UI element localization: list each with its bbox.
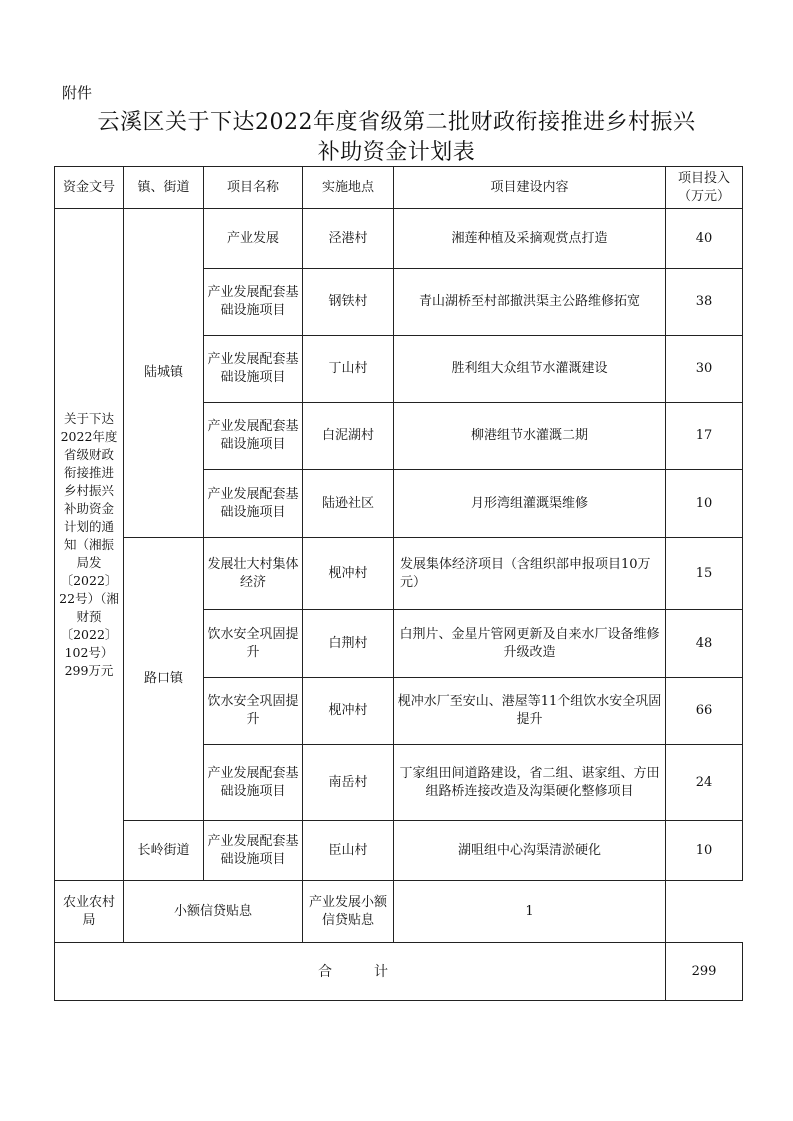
fund-plan-table: [54, 166, 743, 1001]
table-row: [55, 209, 743, 269]
column-header: 项目投入（万元）: [666, 167, 743, 209]
unit-cell: 农业农村局: [55, 881, 124, 943]
content-cell: 枧冲水厂至安山、港屋等11个组饮水安全巩固提升: [394, 678, 666, 745]
fund-document-cell: 关于下达2022年度省级财政衔接推进乡村振兴补助资金计划的通知（湘振局发〔2022〕22号）（湘财预〔2022〕102号）299万元: [55, 209, 124, 881]
project-name-cell: 饮水安全巩固提升: [204, 610, 303, 678]
project-name-cell: 产业发展配套基础设施项目: [204, 403, 303, 470]
amount-cell: 38: [666, 269, 743, 336]
location-cell: 南岳村: [303, 745, 394, 821]
project-name-cell: 饮水安全巩固提升: [204, 678, 303, 745]
project-name-cell: 产业发展配套基础设施项目: [204, 821, 303, 881]
total-label: 合 计: [55, 943, 666, 1001]
location-cell: 白泥湖村: [303, 403, 394, 470]
content-cell: 湘莲种植及采摘观赏点打造: [394, 209, 666, 269]
location-cell: 陆逊社区: [303, 470, 394, 538]
attachment-label: 附件: [62, 84, 93, 102]
content-cell: 胜利组大众组节水灌溉建设: [394, 336, 666, 403]
page-title-line2: 补助资金计划表: [317, 140, 476, 165]
amount-cell: 17: [666, 403, 743, 470]
location-cell: 泾港村: [303, 209, 394, 269]
column-header: 实施地点: [303, 167, 394, 209]
content-cell: 丁家组田间道路建设，省二组、谌家组、方田组路桥连接改造及沟渠硬化整修项目: [394, 745, 666, 821]
content-cell: 产业发展小额信贷贴息: [303, 881, 394, 943]
total-amount: 299: [666, 943, 743, 1001]
location-cell: 丁山村: [303, 336, 394, 403]
content-cell: 青山湖桥至村部撤洪渠主公路维修拓宽: [394, 269, 666, 336]
project-name-cell: 产业发展配套基础设施项目: [204, 269, 303, 336]
amount-cell: 10: [666, 470, 743, 538]
content-cell: 发展集体经济项目（含组织部申报项目10万元）: [394, 538, 666, 610]
content-cell: 湖咀组中心沟渠清淤硬化: [394, 821, 666, 881]
column-header: 项目建设内容: [394, 167, 666, 209]
amount-cell: 1: [394, 881, 666, 943]
column-header: 镇、街道: [124, 167, 204, 209]
project-name-cell: 产业发展配套基础设施项目: [204, 336, 303, 403]
column-header: 项目名称: [204, 167, 303, 209]
amount-cell: 24: [666, 745, 743, 821]
content-cell: 柳港组节水灌溉二期: [394, 403, 666, 470]
location-cell: 枧冲村: [303, 538, 394, 610]
project-name-cell: 产业发展: [204, 209, 303, 269]
location-cell: 枧冲村: [303, 678, 394, 745]
amount-cell: 15: [666, 538, 743, 610]
total-row: [55, 943, 743, 1001]
amount-cell: 30: [666, 336, 743, 403]
amount-cell: 40: [666, 209, 743, 269]
table-row: [55, 538, 743, 610]
table-header-row: [55, 167, 743, 209]
amount-cell: 66: [666, 678, 743, 745]
town-cell: 陆城镇: [124, 209, 204, 538]
town-cell: 长岭街道: [124, 821, 204, 881]
project-name-cell: 产业发展配套基础设施项目: [204, 745, 303, 821]
project-name-cell: 产业发展配套基础设施项目: [204, 470, 303, 538]
amount-cell: 48: [666, 610, 743, 678]
location-cell: 臣山村: [303, 821, 394, 881]
amount-cell: 10: [666, 821, 743, 881]
project-name-cell: 发展壮大村集体经济: [204, 538, 303, 610]
column-header: 资金文号: [55, 167, 124, 209]
town-cell: 路口镇: [124, 538, 204, 821]
project-name-cell: 小额信贷贴息: [124, 881, 303, 943]
table-row: [55, 821, 743, 881]
table-row: [55, 881, 743, 943]
content-cell: 月形湾组灌溉渠维修: [394, 470, 666, 538]
location-cell: 钢铁村: [303, 269, 394, 336]
content-cell: 白荆片、金星片管网更新及自来水厂设备维修升级改造: [394, 610, 666, 678]
location-cell: 白荆村: [303, 610, 394, 678]
page-title: 云溪区关于下达2022年度省级第二批财政衔接推进乡村振兴: [97, 110, 696, 135]
